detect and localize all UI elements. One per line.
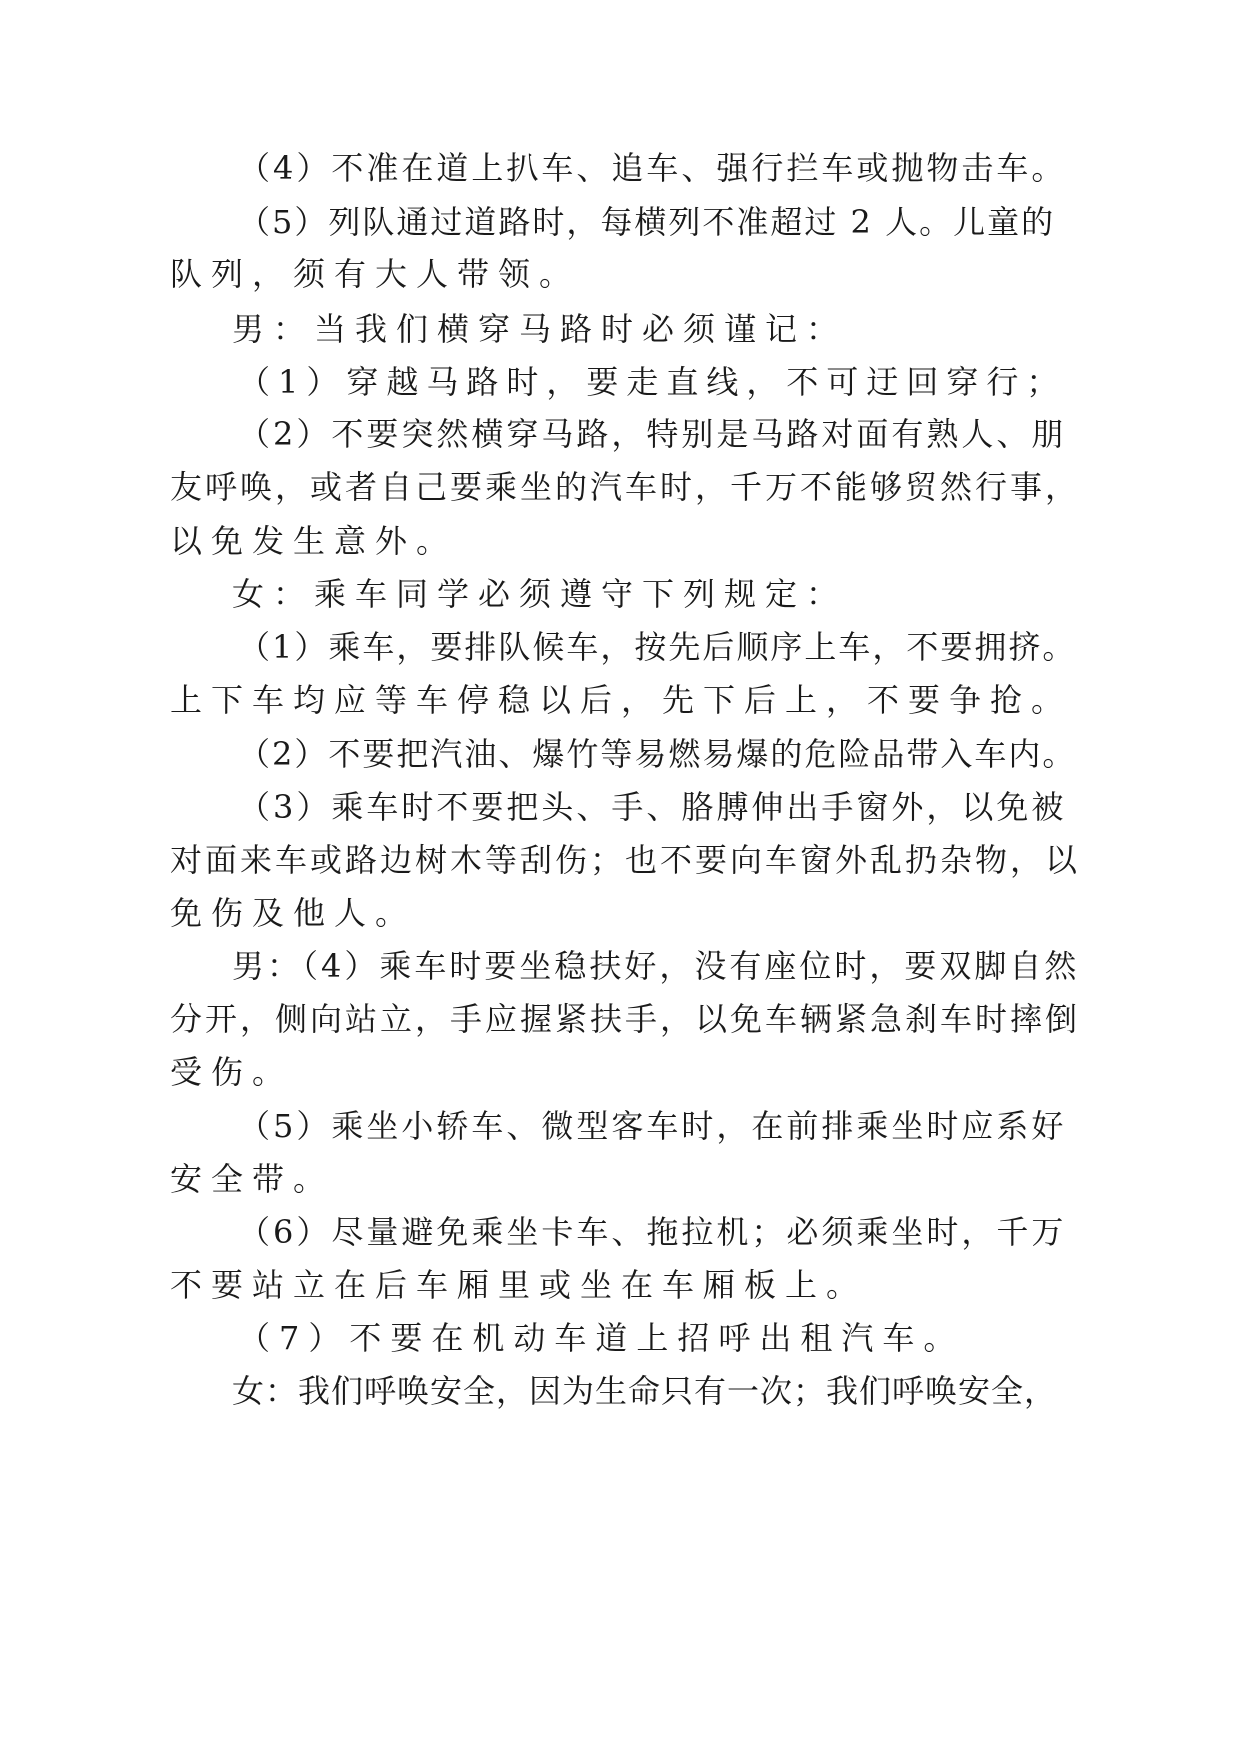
paragraph-line: （3）乘车时不要把头、手、胳膊伸出手窗外，以免被 xyxy=(238,788,1067,826)
paragraph-line: （5）乘坐小轿车、微型客车时，在前排乘坐时应系好 xyxy=(238,1107,1067,1145)
paragraph-line: 女：乘车同学必须遵守下列规定： xyxy=(232,575,848,613)
paragraph-line: 女：我们呼唤安全，因为生命只有一次；我们呼唤安全， xyxy=(232,1372,1058,1410)
paragraph-line: （1）乘车，要排队候车，按先后顺序上车，不要拥挤。 xyxy=(238,628,1077,666)
paragraph-line: 上下车均应等车停稳以后，先下后上，不要争抢。 xyxy=(170,681,1073,719)
paragraph-line: 受伤。 xyxy=(170,1053,294,1091)
paragraph-line: 友呼唤，或者自己要乘坐的汽车时，千万不能够贸然行事， xyxy=(170,468,1081,506)
paragraph-line: 以免发生意外。 xyxy=(170,522,458,560)
paragraph-line: （6）尽量避免乘坐卡车、拖拉机；必须乘坐时，千万 xyxy=(238,1213,1067,1251)
paragraph-line: 队列，须有大人带领。 xyxy=(170,255,581,293)
paragraph-line: （7）不要在机动车道上招呼出租汽车。 xyxy=(238,1319,965,1357)
paragraph-line: 安全带。 xyxy=(170,1160,335,1198)
paragraph-line: 不要站立在后车厢里或坐在车厢板上。 xyxy=(170,1266,868,1304)
paragraph-line: （1）穿越马路时，要走直线，不可迂回穿行； xyxy=(238,363,1067,401)
paragraph-line: 男：（4）乘车时要坐稳扶好，没有座位时，要双脚自然 xyxy=(232,947,1080,985)
paragraph-line: （2）不要突然横穿马路，特别是马路对面有熟人、朋 xyxy=(238,415,1067,453)
paragraph-line: 对面来车或路边树木等刮伤；也不要向车窗外乱扔杂物，以 xyxy=(170,841,1081,879)
paragraph-line: 免伤及他人。 xyxy=(170,894,417,932)
paragraph-line: 分开，侧向站立，手应握紧扶手，以免车辆紧急刹车时摔倒 xyxy=(170,1000,1081,1038)
paragraph-line: （2）不要把汽油、爆竹等易燃易爆的危险品带入车内。 xyxy=(238,735,1077,773)
paragraph-line: 男：当我们横穿马路时必须谨记： xyxy=(232,310,848,348)
paragraph-line: （4）不准在道上扒车、追车、强行拦车或抛物击车。 xyxy=(238,149,1067,187)
paragraph-line: （5）列队通过道路时，每横列不准超过 2 人。儿童的 xyxy=(238,203,1056,241)
